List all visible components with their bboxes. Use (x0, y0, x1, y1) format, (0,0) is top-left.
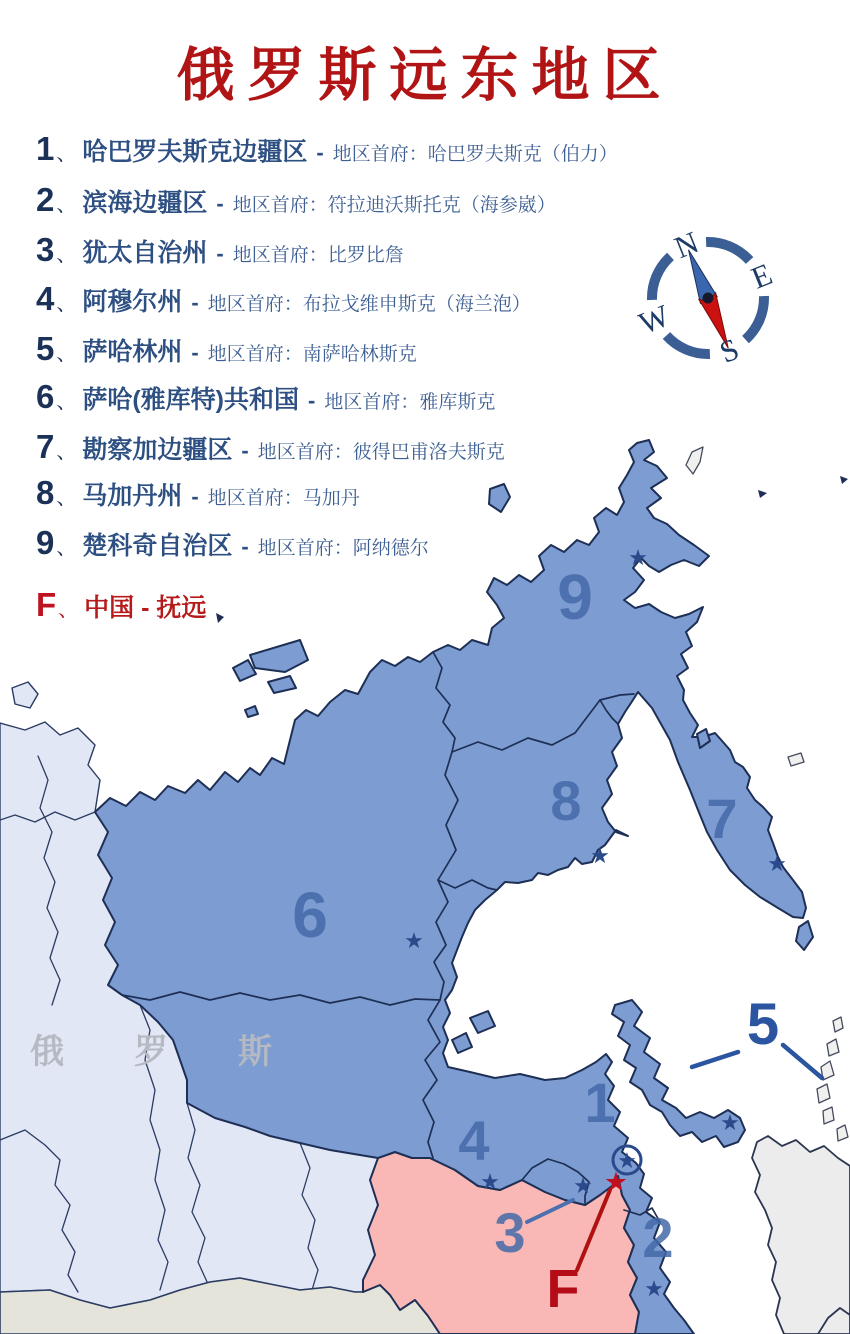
legend-region-name: 滨海边疆区 (82, 189, 208, 217)
legend-number: 2 (36, 181, 55, 218)
russia-arctic-island (12, 682, 38, 708)
legend-item-f (36, 586, 206, 624)
capital-star-yuzhno-sakhalinsk: ★ (720, 1111, 740, 1136)
legend-item-1 (36, 130, 618, 168)
legend-dash: - (241, 438, 249, 463)
compass-letter-n: N (669, 224, 704, 266)
wrangel-island (686, 447, 703, 474)
legend-number: 1 (36, 130, 55, 167)
legend-number: 3 (36, 231, 55, 268)
komandorski-islands (788, 753, 804, 766)
legend-item-9 (36, 524, 429, 562)
legend-capital-detail: 地区首府：马加丹 (207, 488, 360, 509)
new-siberian-islands (233, 640, 308, 717)
legend-item-2 (36, 181, 556, 219)
legend-item-4 (36, 280, 531, 318)
capital-star-magadan: ★ (590, 844, 610, 869)
legend-number: 7 (36, 428, 55, 465)
svg-text:★: ★ (617, 1149, 637, 1174)
legend-number: 5 (36, 330, 55, 367)
legend-region-name: 勘察加边疆区 (82, 436, 233, 464)
page-title: 俄罗斯远东地区 (176, 43, 674, 108)
map-label-region-4: 4 (458, 1109, 490, 1172)
legend-separator: 、 (56, 343, 77, 365)
legend-separator: 、 (56, 537, 77, 559)
legend-dash: - (191, 340, 199, 365)
legend-region-name: 阿穆尔州 (82, 288, 183, 316)
legend-separator: 、 (56, 441, 77, 463)
legend-number: 6 (36, 378, 55, 415)
capital-star-petropavlovsk: ★ (767, 852, 787, 877)
legend-capital-detail: 地区首府：比罗比詹 (232, 245, 404, 266)
russia-watermark-text: 俄罗斯 (30, 1033, 342, 1071)
legend-number: 4 (36, 280, 55, 317)
legend-capital-detail: 地区首府：阿纳德尔 (257, 538, 429, 559)
map-label-region-6: 6 (292, 879, 328, 951)
ayon-island (489, 484, 510, 512)
map-label-region-3: 3 (494, 1201, 526, 1264)
legend-number: 8 (36, 474, 55, 511)
legend-dash: - (216, 241, 224, 266)
legend-region-name: 犹太自治州 (82, 239, 208, 267)
legend-item-7 (36, 428, 505, 466)
map-label-region-2: 2 (642, 1206, 674, 1269)
legend-dash: - (191, 484, 199, 509)
legend-capital-detail: 地区首府：布拉戈维申斯克（海兰泡） (207, 294, 531, 315)
legend-separator: 、 (58, 599, 79, 621)
capital-star-yakutsk: ★ (404, 929, 424, 954)
legend-region-name: 马加丹州 (82, 482, 183, 510)
legend-dash: - (216, 191, 224, 216)
legend-item-6 (36, 378, 495, 416)
compass-letter-w: W (633, 297, 675, 341)
map-label-region-5: 5 (746, 992, 780, 1057)
capital-star-birobidzhan: ★ (573, 1174, 593, 1199)
legend-item-8 (36, 474, 360, 512)
legend-region-name: 萨哈林州 (82, 338, 183, 366)
legend-capital-detail: 地区首府：南萨哈林斯克 (207, 344, 417, 365)
legend-capital-detail: 地区首府：雅库斯克 (324, 392, 496, 413)
legend-separator: 、 (56, 391, 77, 413)
capital-star-vladivostok: ★ (644, 1277, 664, 1302)
legend-separator: 、 (56, 293, 77, 315)
map-label-region-1: 1 (584, 1071, 616, 1134)
legend-dash: - (191, 290, 199, 315)
fuyuan-red-star-icon: ★ (603, 1167, 629, 1198)
legend-separator: 、 (56, 487, 77, 509)
legend-item-5 (36, 330, 417, 368)
compass-rose-icon (613, 203, 799, 394)
paramushir-island (796, 921, 813, 950)
legend-separator: 、 (56, 194, 77, 216)
legend-number: 9 (36, 524, 55, 561)
capital-star-blagoveshchensk: ★ (480, 1170, 500, 1195)
legend-capital-detail: 地区首府：符拉迪沃斯托克（海参崴） (232, 195, 556, 216)
callout-line-5-sakhalin (692, 1052, 738, 1067)
legend-number: F (36, 586, 57, 623)
callout-line-5-kurils (783, 1045, 822, 1078)
legend-region-name: 萨哈(雅库特)共和国 (82, 386, 300, 414)
map-label-region-7: 7 (706, 787, 738, 850)
legend-region-name: 中国 - 抚远 (84, 594, 207, 622)
legend-separator: 、 (56, 143, 77, 165)
legend-capital-detail: 地区首府：哈巴罗夫斯克（伯力） (332, 144, 618, 165)
map-label-f-china: F (546, 1259, 580, 1319)
legend-dash: - (308, 388, 316, 413)
legend-capital-detail: 地区首府：彼得巴甫洛夫斯克 (257, 442, 505, 463)
region-japan-hokkaido (752, 1136, 850, 1334)
compass-letter-s: S (714, 330, 744, 370)
legend-separator: 、 (56, 244, 77, 266)
compass-letter-e: E (746, 256, 777, 296)
legend-region-name: 楚科奇自治区 (82, 532, 233, 560)
legend-dash: - (241, 534, 249, 559)
legend-dash: - (316, 140, 324, 165)
legend-region-name: 哈巴罗夫斯克边疆区 (82, 138, 308, 166)
map-label-region-8: 8 (550, 769, 582, 832)
shantar-islands (452, 1011, 495, 1053)
legend-item-3 (36, 231, 404, 269)
capital-star-anadyr: ★ (628, 546, 648, 571)
map-label-region-9: 9 (557, 561, 593, 633)
